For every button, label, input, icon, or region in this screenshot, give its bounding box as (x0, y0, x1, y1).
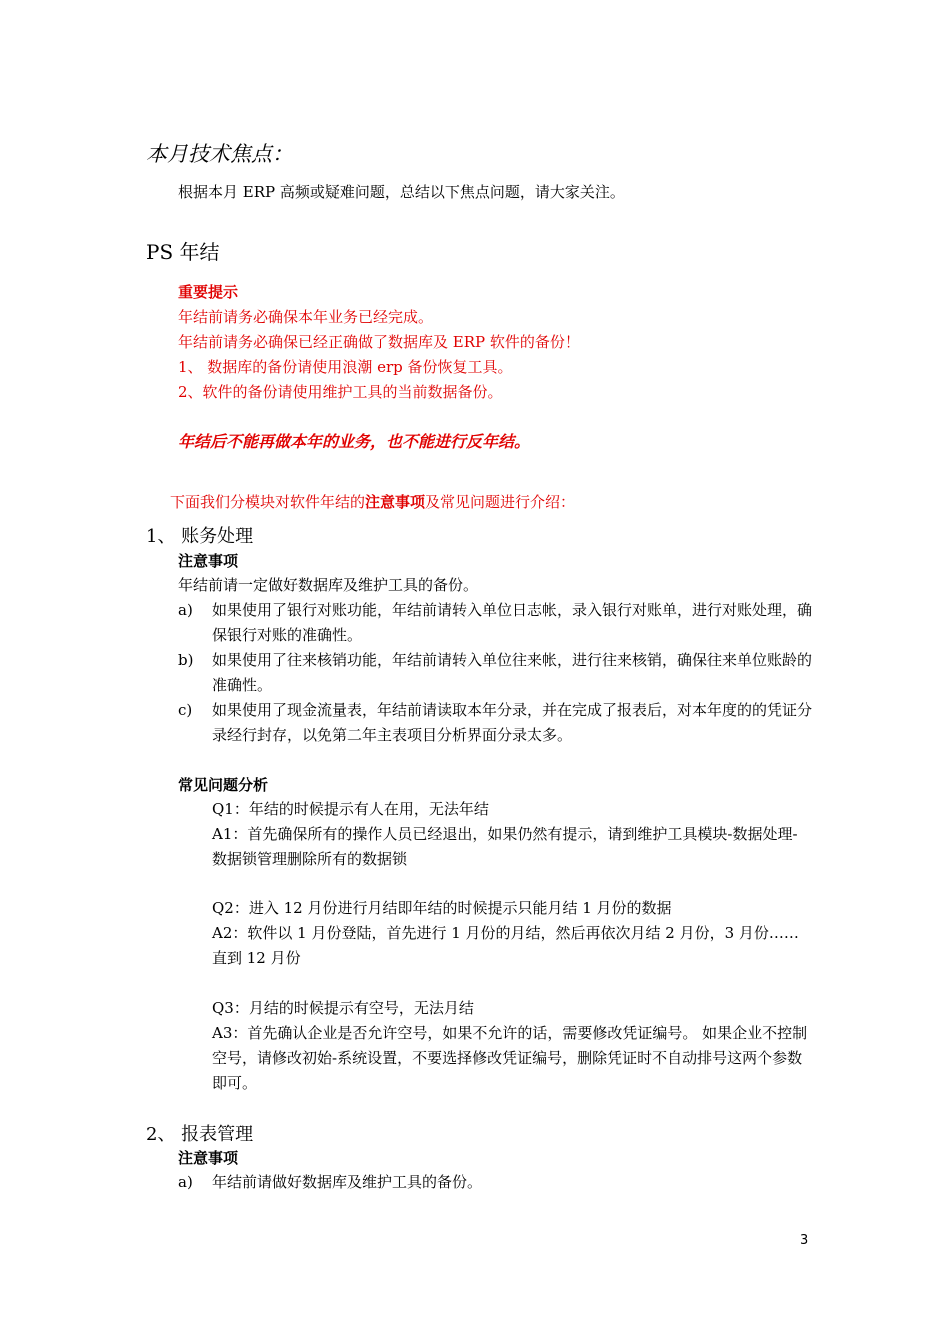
list-marker: a) (178, 601, 193, 619)
section1-notes-intro: 年结前请一定做好数据库及维护工具的备份。 (178, 576, 479, 594)
transition-text (170, 490, 575, 515)
important-line: 2、软件的备份请使用维护工具的当前数据备份。 (178, 383, 503, 401)
important-line: 年结前请务必确保本年业务已经完成。 (178, 308, 434, 326)
list-marker: c) (178, 701, 193, 719)
faq-question: Q1：年结的时候提示有人在用，无法年结 (212, 800, 489, 818)
important-line: 年结前请务必确保已经正确做了数据库及 ERP 软件的备份！ (178, 333, 580, 351)
list-text: 如果使用了银行对账功能，年结前请转入单位日志帐，录入银行对账单，进行对账处理，确保银行对账的准确性。 (212, 601, 813, 644)
transition-prefix: 下面我们分模块对软件年结的 (170, 493, 366, 511)
section2-heading: 2、 报表管理 (146, 1124, 254, 1145)
transition-highlight: 注意事项 (365, 493, 426, 511)
faq-question: Q3：月结的时候提示有空号，无法月结 (212, 999, 474, 1017)
faq-answer: A2：软件以 1 月份登陆，首先进行 1 月份的月结，然后再依次月结 2 月份，3 月份……直到 12 月份 (212, 924, 799, 967)
faq-label: 常见问题分析 (178, 776, 269, 794)
list-marker: b) (178, 651, 194, 669)
transition-suffix: 及常见问题进行介绍： (425, 493, 576, 511)
list-text: 年结前请做好数据库及维护工具的备份。 (212, 1173, 483, 1191)
section-title: PS 年结 (146, 240, 220, 264)
faq-question: Q2：进入 12 月份进行月结即年结的时候提示只能月结 1 月份的数据 (212, 899, 672, 917)
section1-notes-label: 注意事项 (178, 552, 239, 570)
faq-answer: A3：首先确认企业是否允许空号，如果不允许的话，需要修改凭证编号。 如果企业不控制空号，请修改初始-系统设置，不要选择修改凭证编号，删除凭证时不自动排号这两个参数即可。 (212, 1024, 808, 1092)
focus-title: 本月技术焦点： (146, 142, 293, 166)
section2-notes-label: 注意事项 (178, 1149, 239, 1167)
important-label: 重要提示 (178, 283, 239, 301)
important-line: 1、 数据库的备份请使用浪潮 erp 备份恢复工具。 (178, 358, 513, 376)
important-warning: 年结后不能再做本年的业务，也不能进行反年结。 (178, 432, 531, 451)
list-text: 如果使用了往来核销功能，年结前请转入单位往来帐，进行往来核销，确保往来单位账龄的准确性。 (212, 651, 813, 694)
list-text: 如果使用了现金流量表，年结前请读取本年分录，并在完成了报表后，对本年度的的凭证分录经行封存，以免第二年主表项目分析界面分录太多。 (212, 701, 813, 744)
list-marker: a) (178, 1173, 193, 1191)
focus-intro: 根据本月 ERP 高频或疑难问题，总结以下焦点问题，请大家关注。 (178, 183, 625, 201)
page-number: 3 (800, 1233, 809, 1248)
section1-heading: 1、 账务处理 (146, 526, 254, 547)
faq-answer: A1：首先确保所有的操作人员已经退出，如果仍然有提示，请到维护工具模块-数据处理-数据锁管理删除所有的数据锁 (212, 825, 798, 868)
